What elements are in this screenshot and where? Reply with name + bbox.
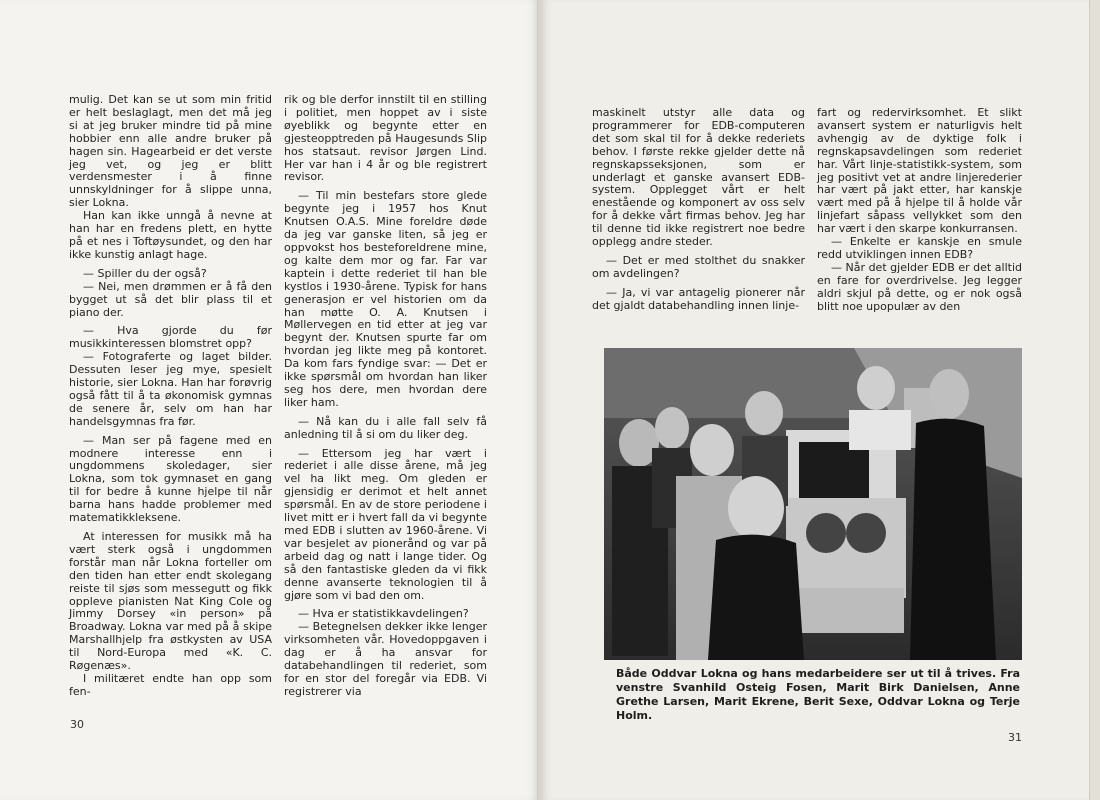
paragraph: — Når det gjelder EDB er det alltid en fare for overdrivelse. Jeg legger aldri skjul på dette, og er nok også blitt noe upopulær av den — [817, 260, 1022, 313]
photo-caption: Både Oddvar Lokna og hans medarbeidere ser ut til å trives. Fra venstre Svanhild Osteig Fosen, Marit Birk Danielsen, Anne Grethe Larsen, Marit Ekrene, Berit Sexe, Oddvar Lokna og Terje Holm. — [616, 667, 1020, 722]
paragraph: — Hva er statistikkavdelingen? — [298, 607, 469, 621]
right-column-2 — [817, 107, 1022, 314]
photo-illustration — [604, 348, 1022, 660]
paragraph: mulig. Det kan se ut som min fritid er helt beslaglagt, men det må jeg si at jeg bruker mindre tid på mine hobbier enn alle andre bruker på hagen sin. Hagearbeid er det verste jeg vet, og jeg er blitt verdensmester i å finne unnskyldninger for å slippe unna, sier Lokna. — [69, 93, 272, 210]
paragraph: — Ettersom jeg har vært i rederiet i alle disse årene, må jeg vel ha likt meg. Om gleden er gjensidig er derimot et helt annet spørsmål. En av de store periodene i livet mitt er i hvert fall da vi begynte med EDB i slutten av 1960-årene. Vi var besjelet av pionerånd og var på arbeid dag og natt i lange tider. Og så den fantastiske gleden da vi fikk denne avanserte teknologien til å gjøre som vi bad den om. — [284, 446, 487, 602]
page-number-right: 31 — [1008, 731, 1022, 744]
paragraph: At interessen for musikk må ha vært sterk også i ungdommen forstår man når Lokna forteller om den tiden han etter endt skolegang reiste til sjøs som messegutt og fikk oppleve pianisten Nat King Cole og Jimmy Dorsey «in person» på Broadway. Lokna var med på å skipe Marshallhjelp fra østkysten av USA til Nord-Europa med «K. C. Røgenæs». — [69, 530, 272, 673]
page-edge — [1089, 0, 1100, 800]
paragraph: Han kan ikke unngå å nevne at han har en fredens plett, en hytte på et nes i Toftøysundet, og den har ikke kunstig anlagt hage. — [69, 209, 272, 261]
paragraph: — Betegnelsen dekker ikke lenger virksomheten vår. Hovedoppgaven i dag er å ha ansvar for databehandlingen til rederiet, som for en stor del foregår via EDB. Vi registrerer via — [284, 620, 487, 698]
left-column-1 — [69, 94, 272, 699]
paragraph: — Nei, men drømmen er å få den bygget ut så det blir plass til et piano der. — [69, 279, 272, 319]
left-page — [0, 0, 538, 800]
paragraph: — Fotograferte og laget bilder. Dessuten leser jeg mye, spesielt historie, sier Lokna. Han har forøvrig også fått til å ta økonomisk gymnas de senere år, selv om han har handelsgymnas fra før. — [69, 350, 272, 428]
paragraph: I militæret endte han opp som fen- — [69, 671, 272, 698]
paragraph: rik og ble derfor innstilt til en stilling i politiet, men hoppet av i siste øyeblikk og begynte etter en gjesteopptreden på Haugesunds Slip hos statsaut. revisor Jørgen Lind. Her var han i 4 år og ble registrert revisor. — [284, 93, 487, 184]
paragraph: — Enkelte er kanskje en smule redd utviklingen innen EDB? — [817, 235, 1022, 261]
page-number-left: 30 — [70, 718, 84, 731]
paragraph: — Til min bestefars store glede begynte jeg i 1957 hos Knut Knutsen O.A.S. Mine foreldre døde da jeg var ganske liten, så jeg er oppvokst hos besteforeldrene mine, og kalte dem mor og far. Far var kaptein i dette rederiet til han ble kystlos i 1930-årene. Typisk for hans generasjon er vel historien om da han møtte O. A. Knutsen i Møllervegen en tid etter at jeg var begynt der. Knutsen spurte far om hvordan jeg likte meg på kontoret. Da kom fars fyndige svar: — Det er ikke spørsmål om hvordan han liker seg hos dere, men hvordan dere liker ham. — [284, 189, 487, 409]
group-photo — [604, 348, 1022, 660]
left-column-2 — [284, 94, 487, 699]
paragraph: — Hva gjorde du før musikkinteressen blomstret opp? — [69, 324, 272, 351]
paragraph: — Ja, vi var antagelig pionerer når det gjaldt databehandling innen linje- — [592, 285, 805, 312]
paragraph: — Spiller du der også? — [83, 266, 207, 280]
paragraph: fart og redervirksomhet. Et slikt avansert system er naturligvis helt avhengig av de dyktige folk i regnskapsavdelingen som rederiet har. Vårt linje-statistikk-system, som jeg positivt vet at andre linjerederier har vært på jakt etter, har kanskje vært med på å hjelpe til å holde vår linjefart såpass vellykket som den har vært i den skarpe konkurransen. — [817, 106, 1022, 236]
paragraph: — Man ser på fagene med en modnere interesse enn i ungdommens skoledager, sier Lokna, som tok gymnaset en gang til for bedre å kunne hjelpe til når barna hans hadde problemer med matematikkleksene. — [69, 433, 272, 525]
paragraph: — Det er med stolthet du snakker om avdelingen? — [592, 253, 805, 280]
paragraph: — Nå kan du i alle fall selv få anledning til å si om du liker deg. — [284, 414, 487, 441]
right-column-1 — [592, 107, 805, 313]
paragraph: maskinelt utstyr alle data og programmerer for EDB-computeren det som skal til for å dekke rederiets behov. I første rekke gjelder dette nå regnskapsseksjonen, som er underlagt et ganske avansert EDB-system. Opplegget vårt er helt enestående og komponert av oss selv for å dekke vårt firmas behov. Jeg har til denne tid ikke registrert noe bedre opplegg andre steder. — [592, 106, 805, 249]
